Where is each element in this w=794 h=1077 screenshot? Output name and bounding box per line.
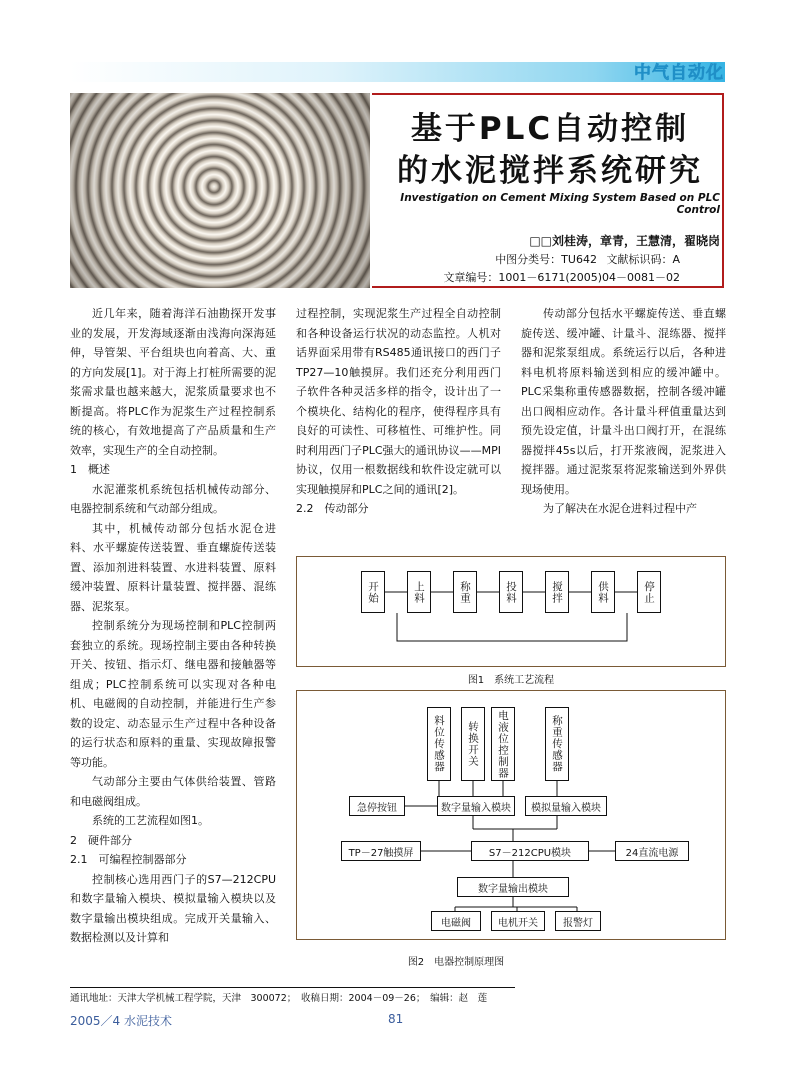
title-line-2: 的水泥搅拌系统研究 <box>397 153 703 189</box>
heading: 1 概述 <box>70 463 110 476</box>
digital-output-module: 数字量输出模块 <box>457 877 569 897</box>
section-title: 中气自动化 <box>634 63 724 83</box>
step-supply: 供料 <box>591 571 615 613</box>
header-band <box>70 62 725 82</box>
heading: 2.2 传动部分 <box>296 502 369 515</box>
paragraph: 系统的工艺流程如图1。 <box>92 814 209 827</box>
clc-number: 中图分类号：TU642 <box>495 253 597 266</box>
journal-info: 2005／4 水泥技术 <box>70 1014 172 1028</box>
classification-line <box>376 251 680 267</box>
paragraph: 过程控制，实现泥浆生产过程全自动控制和各种设备运行状况的动态监控。人机对话界面采用带有RS485通讯接口的西门子TP27—10触摸屏。我们还充分利用西门子软件各种灵活多样的指令，设计出了一个模块化、结构化的程序，使得程序具有良好的可读性、可移植性、可维护性。同时利用西门子PLC强大的通讯协议——MPI协议，仅用一根数据线和软件设定就可以实现触摸屏和PLC之间的通讯[2]。 <box>296 307 501 496</box>
column-3 <box>521 304 726 519</box>
step-feed: 投料 <box>499 571 523 613</box>
emergency-stop-button: 急停按钮 <box>349 796 405 816</box>
paragraph: 为了解决在水泥仓进料过程中产 <box>543 502 697 515</box>
article-number: 文章编号：1001－6171(2005)04－0081－02 <box>443 271 680 284</box>
figure-1-caption: 图1 系统工艺流程 <box>467 675 555 686</box>
paragraph: 近几年来，随着海洋石油勘探开发事业的发展，开发海域逐渐由浅海向深海延伸，导管架、平台组块也向着高、大、重的方向发展[1]。对于海上打桩所需要的泥浆需求量也越来越大，泥浆质量要求也不断提高。将PLC作为泥浆生产过程控制系统的核心，有效地提高了产品质量和生产效率，实现生产的全自动控制。 <box>70 307 276 457</box>
figure-2 <box>296 690 726 940</box>
step-stop: 停止 <box>637 571 661 613</box>
solenoid-valve: 电磁阀 <box>431 911 481 931</box>
motor-switch: 电机开关 <box>491 911 545 931</box>
dc-power: 24直流电源 <box>615 841 689 861</box>
level-sensor: 料位传感器 <box>427 707 451 781</box>
digital-input-module: 数字量输入模块 <box>437 796 515 816</box>
step-load: 上料 <box>407 571 431 613</box>
footnote: 通讯地址：天津大学机械工程学院，天津 300072； 收稿日期：2004－09－26； 编辑：赵 莲 <box>70 993 488 1004</box>
paragraph: 控制系统分为现场控制和PLC控制两套独立的系统。现场控制主要由各种转换开关、按钮、指示灯、继电器和接触器等组成；PLC控制系统可以实现对各种电机、电磁阀的自动控制，并能进行生产参数的设定、动态显示生产过程中各种设备的运行状态和原料的重量、实现故障报警等功能。 <box>70 619 276 769</box>
alarm-light: 报警灯 <box>555 911 601 931</box>
switch: 转换开关 <box>461 707 485 781</box>
paragraph: 控制核心选用西门子的S7—212CPU和数字量输入模块、模拟量输入模块以及数字量输出模块组成。完成开关量输入、数据检测以及计算和 <box>70 872 276 944</box>
weight-sensor: 称重传感器 <box>545 707 569 781</box>
paragraph: 水泥灌浆机系统包括机械传动部分、电器控制系统和气动部分组成。 <box>70 482 276 515</box>
liquid-level-controller: 电液位控制器 <box>491 707 515 781</box>
heading: 2 硬件部分 <box>70 833 132 847</box>
page-number: 81 <box>388 1012 404 1026</box>
english-title: Investigation on Cement Mixing System Based on PLC Control <box>400 192 720 216</box>
paragraph: 传动部分包括水平螺旋传送、垂直螺旋传送、缓冲罐、计量斗、混练器、搅拌器和泥浆泵组成。系统运行以后，各种进料电机将原料输送到相应的缓冲罐中。PLC采集称重传感器数据，控制各缓冲罐出口阀相应动作。各计量斗秤值重量达到预先设定值，计量斗出口阀打开，在混练器搅拌45s以后，打开浆液阀，泥浆进入搅拌器。通过泥浆泵将泥浆输送到外界供现场使用。 <box>521 307 726 496</box>
figure-2-caption: 图2 电器控制原理图 <box>407 957 505 968</box>
paragraph: 气动部分主要由气体供给装置、管路和电磁阀组成。 <box>70 775 276 808</box>
step-mix: 搅拌 <box>545 571 569 613</box>
column-1 <box>70 304 276 948</box>
analog-input-module: 模拟量输入模块 <box>525 796 607 816</box>
cpu-module: S7－212CPU模块 <box>471 841 589 861</box>
doc-code: 文献标识码：A <box>606 253 680 266</box>
title-line-1: 基于PLC自动控制 <box>410 111 690 147</box>
footnote-rule <box>70 987 515 988</box>
figure-1 <box>296 556 726 667</box>
paragraph: 其中，机械传动部分包括水泥仓进料、水平螺旋传送装置、垂直螺旋传送装置、添加剂进料装置、水进料装置、原料缓冲装置、原料计量装置、搅拌器、混练器、泥浆泵。 <box>70 521 276 613</box>
authors: □□刘桂涛，章青，王慧清，翟晓岗 <box>529 234 720 248</box>
swirl-photo <box>70 93 370 288</box>
step-weigh: 称重 <box>453 571 477 613</box>
heading: 2.1 可编程控制器部分 <box>70 853 187 866</box>
article-title <box>376 108 724 192</box>
touch-screen: TP－27触摸屏 <box>341 841 421 861</box>
step-start: 开始 <box>361 571 385 613</box>
column-2 <box>296 304 501 519</box>
